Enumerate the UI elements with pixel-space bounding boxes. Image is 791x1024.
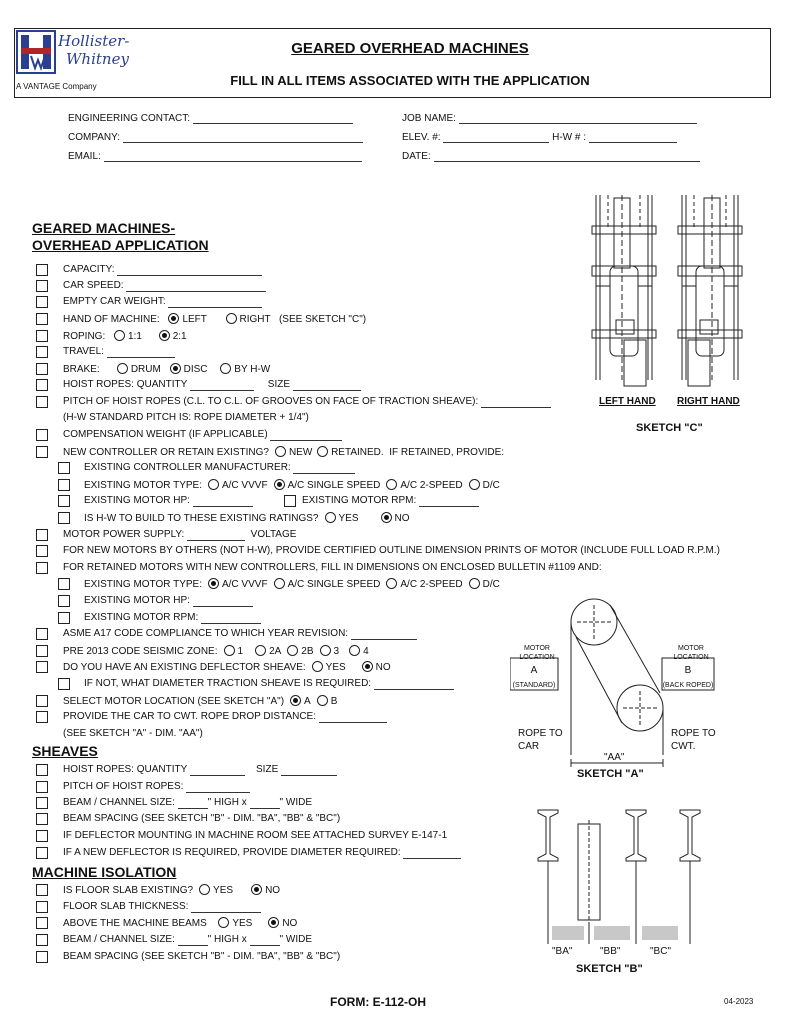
sh-spacing-checkbox[interactable] xyxy=(36,813,48,825)
sh-hoist-field[interactable]: HOIST ROPES: QUANTITY SIZE xyxy=(63,764,337,776)
sketch-a-motor-a2: LOCATION xyxy=(519,654,555,661)
motor-rpm2-checkbox[interactable] xyxy=(58,612,70,624)
travel-field[interactable]: TRAVEL: xyxy=(63,346,175,358)
logo-tagline: A VANTAGE Company xyxy=(16,82,97,91)
ret-motors-text: FOR RETAINED MOTORS WITH NEW CONTROLLERS, FILL IN DIMENSIONS ON ENCLOSED BULLETIN #1109 AND: xyxy=(63,562,602,573)
deflector-checkbox[interactable] xyxy=(36,661,48,673)
iso-beam-checkbox[interactable] xyxy=(36,934,48,946)
build-no-radio[interactable] xyxy=(381,512,392,523)
motor-loc-b-radio[interactable] xyxy=(317,695,328,706)
sh-beam-checkbox[interactable] xyxy=(36,797,48,809)
section-geared-2: OVERHEAD APPLICATION xyxy=(32,237,209,253)
drop-field[interactable]: PROVIDE THE CAR TO CWT. ROPE DROP DISTANCE: xyxy=(63,711,387,723)
iso-spacing-text: BEAM SPACING (SEE SKETCH "B" - DIM. "BA", "BB" & "BC") xyxy=(63,951,341,962)
seismic-row: PRE 2013 CODE SEISMIC ZONE: 1 2A 2B 3 4 xyxy=(63,646,369,657)
iso-spacing-checkbox[interactable] xyxy=(36,951,48,963)
motor2-ac2-radio[interactable] xyxy=(386,578,397,589)
motor-type-row: EXISTING MOTOR TYPE: A/C VVVF A/C SINGLE SPEED A/C 2-SPEED D/C xyxy=(84,480,500,491)
comp-field[interactable]: COMPENSATION WEIGHT (IF APPLICABLE) xyxy=(63,429,342,441)
ifnot-checkbox[interactable] xyxy=(58,678,70,690)
thick-field[interactable]: FLOOR SLAB THICKNESS: xyxy=(63,901,261,913)
floor-no-radio[interactable] xyxy=(251,884,262,895)
brake-row: BRAKE: DRUM DISC BY H-W xyxy=(63,364,271,375)
elev-label: ELEV. #: xyxy=(402,132,441,143)
controller-new-radio[interactable] xyxy=(275,446,286,457)
asme-field[interactable]: ASME A17 CODE COMPLIANCE TO WHICH YEAR REVISION: xyxy=(63,628,417,640)
elev-field[interactable] xyxy=(402,132,677,143)
sketch-b-drawing xyxy=(528,806,718,948)
empty-car-checkbox[interactable] xyxy=(36,296,48,308)
above-no-radio[interactable] xyxy=(268,917,279,928)
section-sheaves: SHEAVES xyxy=(32,743,98,759)
power-checkbox[interactable] xyxy=(36,529,48,541)
motor-dc-radio[interactable] xyxy=(469,479,480,490)
form-title: GEARED OVERHEAD MACHINES xyxy=(291,40,529,57)
build-checkbox[interactable] xyxy=(58,512,70,524)
zone-4-radio[interactable] xyxy=(349,645,360,656)
motor-rpm2-field[interactable]: EXISTING MOTOR RPM: xyxy=(84,612,261,624)
form-number: FORM: E-112-OH xyxy=(330,995,427,1009)
sketch-a-motor-b2: LOCATION xyxy=(673,654,709,661)
motor-acsingle-radio[interactable] xyxy=(274,479,285,490)
controller-row: NEW CONTROLLER OR RETAIN EXISTING? NEW RETAINED. IF RETAINED, PROVIDE: xyxy=(63,447,505,458)
empty-car-field[interactable]: EMPTY CAR WEIGHT: xyxy=(63,296,262,308)
ctrl-mfr-checkbox[interactable] xyxy=(58,462,70,474)
hand-right-radio[interactable] xyxy=(226,313,237,324)
hoist-ropes-field[interactable]: HOIST ROPES: QUANTITY SIZE xyxy=(63,379,361,391)
hand-row: HAND OF MACHINE: LEFT RIGHT (SEE SKETCH "C") xyxy=(63,314,367,325)
drop-note: (SEE SKETCH "A" - DIM. "AA") xyxy=(63,728,203,739)
build-yes-radio[interactable] xyxy=(325,512,336,523)
select-motor-row: SELECT MOTOR LOCATION (SEE SKETCH "A") A B xyxy=(63,696,338,707)
brake-drum-radio[interactable] xyxy=(117,363,128,374)
car-speed-field[interactable]: CAR SPEED: xyxy=(63,280,266,292)
roping-row: ROPING: 1:1 2:1 xyxy=(63,331,187,342)
sketch-a-back: (BACK ROPED) xyxy=(662,682,714,689)
date-label: DATE: xyxy=(402,151,431,162)
motor-hp-field[interactable]: EXISTING MOTOR HP: xyxy=(84,495,253,507)
sketch-a-title: SKETCH "A" xyxy=(577,768,644,780)
capacity-checkbox[interactable] xyxy=(36,264,48,276)
roping-checkbox[interactable] xyxy=(36,330,48,342)
newdefl-field[interactable]: IF A NEW DEFLECTOR IS REQUIRED, PROVIDE DIAMETER REQUIRED: xyxy=(63,847,461,859)
logo-name-2: Whitney xyxy=(66,50,129,68)
pitch-field[interactable]: PITCH OF HOIST ROPES (C.L. TO C.L. OF GROOVES ON FACE OF TRACTION SHEAVE): xyxy=(63,396,551,408)
company-field[interactable] xyxy=(68,132,363,143)
sketch-b-bb: "BB" xyxy=(600,946,621,957)
motor-type2-checkbox[interactable] xyxy=(58,578,70,590)
select-motor-checkbox[interactable] xyxy=(36,695,48,707)
section-geared-1: GEARED MACHINES- xyxy=(32,220,176,236)
motor-loc-a-radio[interactable] xyxy=(290,695,301,706)
email-label: EMAIL: xyxy=(68,151,101,162)
controller-retained-radio[interactable] xyxy=(317,446,328,457)
power-field[interactable]: MOTOR POWER SUPPLY: VOLTAGE xyxy=(63,529,297,540)
build-row: IS H-W TO BUILD TO THESE EXISTING RATINGS? YES NO xyxy=(84,513,410,524)
floor-row: IS FLOOR SLAB EXISTING? YES NO xyxy=(63,885,281,896)
brake-byhw-radio[interactable] xyxy=(220,363,231,374)
company-label: COMPANY: xyxy=(68,132,121,143)
motor-acvvvf-radio[interactable] xyxy=(208,479,219,490)
hw-label: H-W # : xyxy=(552,132,587,143)
sketch-a-std: (STANDARD) xyxy=(512,682,556,689)
new-motors-checkbox[interactable] xyxy=(36,545,48,557)
date-field[interactable] xyxy=(402,151,700,162)
sketch-b-title: SKETCH "B" xyxy=(576,963,643,975)
motor-hp2-checkbox[interactable] xyxy=(58,595,70,607)
deflector-no-radio[interactable] xyxy=(362,661,373,672)
ret-motors-checkbox[interactable] xyxy=(36,562,48,574)
form-subtitle: FILL IN ALL ITEMS ASSOCIATED WITH THE APPLICATION xyxy=(230,73,590,88)
brake-checkbox[interactable] xyxy=(36,363,48,375)
sketch-c-left-label: LEFT HAND xyxy=(599,396,656,407)
sh-beam-field[interactable]: BEAM / CHANNEL SIZE: " HIGH x " WIDE xyxy=(63,797,312,808)
capacity-field[interactable]: CAPACITY: xyxy=(63,264,262,276)
revision-date: 04-2023 xyxy=(724,997,754,1006)
job-name-field[interactable] xyxy=(402,113,697,124)
comp-checkbox[interactable] xyxy=(36,429,48,441)
travel-checkbox[interactable] xyxy=(36,346,48,358)
sketch-a-a: A xyxy=(530,665,538,676)
motor-ac2-radio[interactable] xyxy=(386,479,397,490)
zone-2b-radio[interactable] xyxy=(287,645,298,656)
sh-spacing-text: BEAM SPACING (SEE SKETCH "B" - DIM. "BA", "BB" & "BC") xyxy=(63,813,341,824)
hand-left-radio[interactable] xyxy=(168,313,179,324)
motor-hp2-field[interactable]: EXISTING MOTOR HP: xyxy=(84,595,253,607)
engineering-contact-label: ENGINEERING CONTACT: xyxy=(68,113,191,124)
drop-checkbox[interactable] xyxy=(36,711,48,723)
zone-2a-radio[interactable] xyxy=(255,645,266,656)
newdefl-checkbox[interactable] xyxy=(36,847,48,859)
sh-pitch-checkbox[interactable] xyxy=(36,781,48,793)
motor-type-checkbox[interactable] xyxy=(58,479,70,491)
logo-name-1: Hollister- xyxy=(58,32,130,50)
sketch-a-rope-cwt-2: CWT. xyxy=(671,741,696,752)
sh-pitch-field[interactable]: PITCH OF HOIST ROPES: xyxy=(63,781,250,793)
floor-checkbox[interactable] xyxy=(36,884,48,896)
car-speed-checkbox[interactable] xyxy=(36,280,48,292)
floor-yes-radio[interactable] xyxy=(199,884,210,895)
sketch-c-drawing xyxy=(588,190,758,395)
sketch-a-motor-b1: MOTOR xyxy=(678,645,704,652)
ctrl-mfr-field[interactable]: EXISTING CONTROLLER MANUFACTURER: xyxy=(84,462,355,474)
motor-hp-checkbox[interactable] xyxy=(58,495,70,507)
above-yes-radio[interactable] xyxy=(218,917,229,928)
job-name-label: JOB NAME: xyxy=(402,113,456,124)
roping-2-1-radio[interactable] xyxy=(159,330,170,341)
motor2-acsingle-radio[interactable] xyxy=(274,578,285,589)
sketch-a-motor-a1: MOTOR xyxy=(524,645,550,652)
new-motors-text: FOR NEW MOTORS BY OTHERS (NOT H-W), PROVIDE CERTIFIED OUTLINE DIMENSION PRINTS OF MOTOR (INCLUDE FULL LOAD R.P.M.) xyxy=(63,545,720,556)
deflector-row: DO YOU HAVE AN EXISTING DEFLECTOR SHEAVE: YES NO xyxy=(63,662,391,673)
survey-text: IF DEFLECTOR MOUNTING IN MACHINE ROOM SEE ATTACHED SURVEY E-147-1 xyxy=(63,830,448,841)
section-isolation: MACHINE ISOLATION xyxy=(32,864,177,880)
deflector-yes-radio[interactable] xyxy=(312,661,323,672)
above-checkbox[interactable] xyxy=(36,917,48,929)
roping-1-1-radio[interactable] xyxy=(114,330,125,341)
engineering-contact-field[interactable] xyxy=(68,113,353,124)
sketch-a-rope-car-1: ROPE TO xyxy=(518,728,563,739)
hand-checkbox[interactable] xyxy=(36,313,48,325)
brake-disc-radio[interactable] xyxy=(170,363,181,374)
thick-checkbox[interactable] xyxy=(36,901,48,913)
above-row: ABOVE THE MACHINE BEAMS YES NO xyxy=(63,918,298,929)
zone-1-radio[interactable] xyxy=(224,645,235,656)
sh-hoist-checkbox[interactable] xyxy=(36,764,48,776)
email-field[interactable] xyxy=(68,151,362,162)
sketch-c-title: SKETCH "C" xyxy=(636,422,703,434)
seismic-checkbox[interactable] xyxy=(36,645,48,657)
iso-beam-field[interactable]: BEAM / CHANNEL SIZE: " HIGH x " WIDE xyxy=(63,934,312,945)
motor-rpm-checkbox[interactable] xyxy=(284,495,296,507)
ifnot-field[interactable]: IF NOT, WHAT DIAMETER TRACTION SHEAVE IS REQUIRED: xyxy=(84,678,454,690)
sketch-b-ba: "BA" xyxy=(552,946,573,957)
controller-checkbox[interactable] xyxy=(36,446,48,458)
motor2-acvvvf-radio[interactable] xyxy=(208,578,219,589)
hoist-ropes-checkbox[interactable] xyxy=(36,379,48,391)
survey-checkbox[interactable] xyxy=(36,830,48,842)
pitch-checkbox[interactable] xyxy=(36,396,48,408)
sketch-b-bc: "BC" xyxy=(650,946,671,957)
zone-3-radio[interactable] xyxy=(320,645,331,656)
sketch-a-aa: "AA" xyxy=(604,752,625,763)
motor2-dc-radio[interactable] xyxy=(469,578,480,589)
sketch-a-rope-car-2: CAR xyxy=(518,741,540,752)
sketch-a-rope-cwt-1: ROPE TO xyxy=(671,728,716,739)
sketch-c-right-label: RIGHT HAND xyxy=(677,396,740,407)
sketch-a-b: B xyxy=(684,665,692,676)
pitch-note: (H-W STANDARD PITCH IS: ROPE DIAMETER + 1/4") xyxy=(63,412,309,423)
motor-type2-row: EXISTING MOTOR TYPE: A/C VVVF A/C SINGLE SPEED A/C 2-SPEED D/C xyxy=(84,579,500,590)
motor-rpm-field[interactable]: EXISTING MOTOR RPM: xyxy=(302,495,479,507)
asme-checkbox[interactable] xyxy=(36,628,48,640)
